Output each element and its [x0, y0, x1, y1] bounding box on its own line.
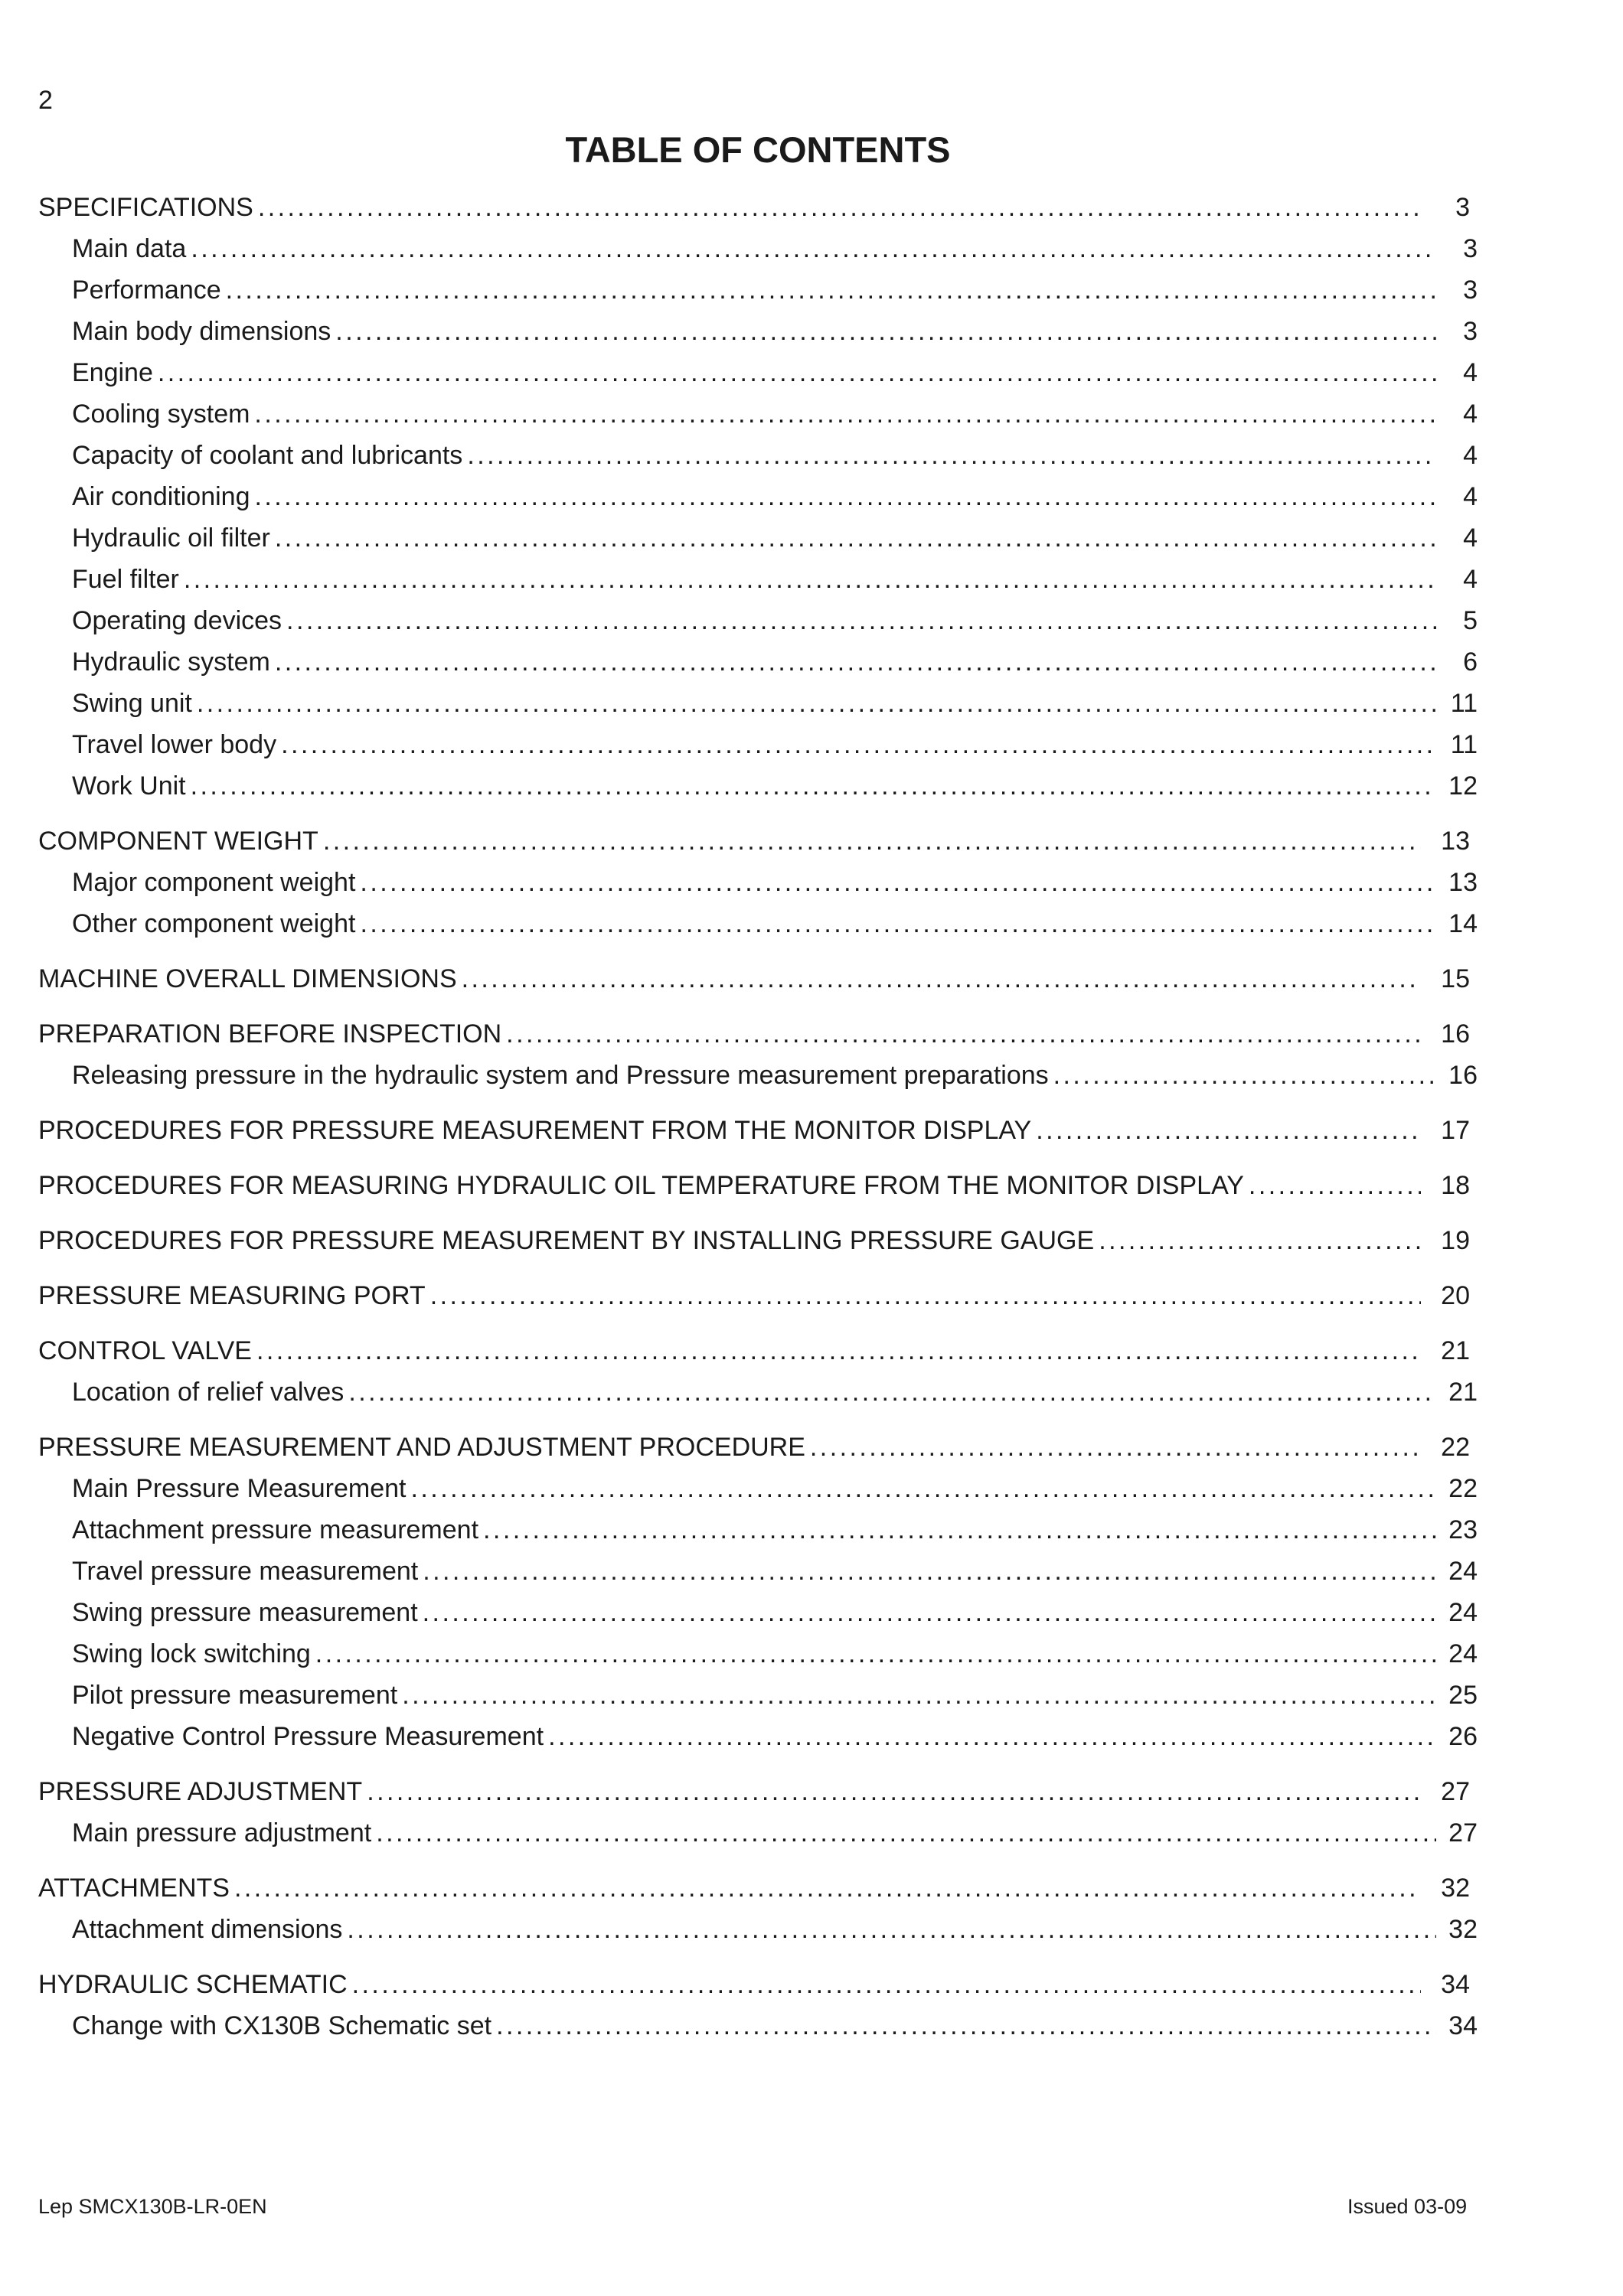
dot-leader	[1099, 1226, 1421, 1256]
toc-entry-label: Pilot pressure measurement	[72, 1681, 398, 1710]
toc-entry-page-number: 22	[1448, 1474, 1478, 1503]
toc-entry-page-number: 26	[1448, 1722, 1478, 1751]
dot-leader	[1036, 1116, 1421, 1146]
dot-leader	[360, 909, 1436, 939]
toc-entry-label: Hydraulic system	[72, 647, 270, 677]
toc-section	[38, 1777, 1478, 1860]
toc-entry-label: Performance	[72, 276, 221, 305]
toc-section	[38, 964, 1478, 1006]
toc-entry-label: Air conditioning	[72, 482, 250, 511]
toc-entry-page-number: 11	[1450, 730, 1478, 759]
toc-entry-page-number: 34	[1441, 1970, 1470, 1999]
dot-leader	[335, 317, 1436, 347]
toc-entry-page-number: 3	[1463, 276, 1478, 305]
toc-section	[38, 1970, 1478, 2053]
toc-entry-label: Hydraulic oil filter	[72, 523, 270, 553]
toc-section	[38, 1336, 1478, 1419]
page-title: TABLE OF CONTENTS	[565, 129, 951, 170]
dot-leader	[275, 523, 1436, 553]
toc-entry-label: PRESSURE MEASUREMENT AND ADJUSTMENT PROCEDURE	[38, 1433, 805, 1462]
toc-entry-label: Main pressure adjustment	[72, 1818, 372, 1848]
toc-entry-page-number: 25	[1448, 1681, 1478, 1710]
toc-entry-label: Cooling system	[72, 400, 250, 429]
dot-leader	[197, 689, 1436, 719]
toc-section-heading[interactable]	[38, 1433, 1478, 1474]
dot-leader	[360, 868, 1436, 898]
dot-leader	[467, 441, 1436, 471]
toc-entry-label: Location of relief valves	[72, 1378, 345, 1407]
toc-entry-page-number: 20	[1441, 1281, 1470, 1310]
toc-entry-label: Major component weight	[72, 868, 356, 897]
dot-leader	[810, 1433, 1421, 1463]
toc-subentry[interactable]	[38, 2011, 1478, 2053]
toc-entry-page-number: 32	[1448, 1915, 1478, 1944]
toc-entry-page-number: 4	[1463, 523, 1478, 553]
dot-leader	[323, 827, 1421, 856]
dot-leader	[226, 276, 1436, 305]
dot-leader	[191, 771, 1436, 801]
toc-section	[38, 1433, 1478, 1763]
toc-section	[38, 193, 1478, 813]
toc-entry-label: Swing lock switching	[72, 1639, 311, 1668]
toc-entry-page-number: 4	[1463, 482, 1478, 511]
toc-section-heading[interactable]	[38, 1874, 1478, 1915]
toc-section	[38, 1226, 1478, 1267]
dot-leader	[256, 1336, 1421, 1366]
toc-entry-label: MACHINE OVERALL DIMENSIONS	[38, 964, 457, 993]
toc-subentry[interactable]	[38, 689, 1478, 730]
page-number: 2	[38, 86, 53, 115]
toc-entry-label: PRESSURE ADJUSTMENT	[38, 1777, 363, 1806]
dot-leader	[275, 647, 1436, 677]
dot-leader	[496, 2011, 1436, 2041]
toc-entry-page-number: 4	[1463, 441, 1478, 470]
dot-leader	[376, 1818, 1436, 1848]
dot-leader	[158, 358, 1436, 388]
toc-subentry[interactable]	[38, 565, 1478, 606]
dot-leader	[423, 1598, 1436, 1628]
toc-entry-label: Work Unit	[72, 771, 186, 801]
toc-entry-page-number: 4	[1463, 565, 1478, 594]
dot-leader	[281, 730, 1436, 760]
toc-section	[38, 1019, 1478, 1102]
toc-entry-page-number: 13	[1441, 827, 1470, 856]
toc-entry-label: Fuel filter	[72, 565, 179, 594]
footer-doc-code: Lep SMCX130B-LR-0EN	[38, 2195, 267, 2218]
toc-section	[38, 827, 1478, 951]
dot-leader	[483, 1515, 1436, 1545]
toc-entry-label: Attachment pressure measurement	[72, 1515, 479, 1544]
toc-entry-label: ATTACHMENTS	[38, 1874, 230, 1903]
toc-entry-label: Travel lower body	[72, 730, 277, 759]
toc-entry-page-number: 27	[1448, 1818, 1478, 1848]
toc-entry-page-number: 13	[1448, 868, 1478, 897]
toc-subentry[interactable]	[38, 1818, 1478, 1860]
toc-entry-page-number: 17	[1441, 1116, 1470, 1145]
toc-entry-label: SPECIFICATIONS	[38, 193, 253, 222]
toc-entry-page-number: 21	[1448, 1378, 1478, 1407]
toc-subentry[interactable]	[38, 730, 1478, 771]
toc-entry-page-number: 23	[1448, 1515, 1478, 1544]
toc-section-heading[interactable]	[38, 1336, 1478, 1378]
toc-entry-page-number: 22	[1441, 1433, 1470, 1462]
toc-entry-page-number: 34	[1448, 2011, 1478, 2040]
toc-entry-label: Travel pressure measurement	[72, 1557, 419, 1586]
toc-entry-page-number: 14	[1448, 909, 1478, 938]
toc-entry-label: PROCEDURES FOR PRESSURE MEASUREMENT BY INSTALLING PRESSURE GAUGE	[38, 1226, 1095, 1255]
dot-leader	[191, 234, 1436, 264]
toc-entry-label: Releasing pressure in the hydraulic system and Pressure measurement preparations	[72, 1061, 1049, 1090]
toc-subentry[interactable]	[38, 1915, 1478, 1956]
toc-entry-page-number: 24	[1448, 1639, 1478, 1668]
toc-section	[38, 1116, 1478, 1157]
toc-section-heading[interactable]	[38, 1171, 1478, 1212]
toc-entry-page-number: 3	[1463, 317, 1478, 346]
toc-section	[38, 1281, 1478, 1322]
toc-subentry[interactable]	[38, 400, 1478, 441]
dot-leader	[430, 1281, 1421, 1311]
dot-leader	[1249, 1171, 1421, 1201]
toc-section-heading[interactable]	[38, 1777, 1478, 1818]
toc-section	[38, 1874, 1478, 1956]
toc-subentry[interactable]	[38, 1681, 1478, 1722]
toc-subentry[interactable]	[38, 358, 1478, 400]
toc-entry-page-number: 18	[1441, 1171, 1470, 1200]
toc-subentry[interactable]	[38, 441, 1478, 482]
toc-entry-page-number: 16	[1441, 1019, 1470, 1049]
toc-section-heading[interactable]	[38, 1970, 1478, 2011]
toc-entry-label: Swing unit	[72, 689, 192, 718]
toc-subentry[interactable]	[38, 1474, 1478, 1515]
toc-subentry[interactable]	[38, 606, 1478, 647]
dot-leader	[1053, 1061, 1436, 1091]
toc-subentry[interactable]	[38, 1557, 1478, 1598]
dot-leader	[254, 400, 1436, 429]
toc-entry-label: HYDRAULIC SCHEMATIC	[38, 1970, 348, 1999]
dot-leader	[286, 606, 1436, 636]
dot-leader	[348, 1378, 1436, 1407]
toc-entry-page-number: 19	[1441, 1226, 1470, 1255]
toc-entry-page-number: 6	[1463, 647, 1478, 677]
toc-subentry[interactable]	[38, 276, 1478, 317]
toc-section-heading[interactable]	[38, 1019, 1478, 1061]
toc-subentry[interactable]	[38, 482, 1478, 523]
toc-entry-page-number: 5	[1463, 606, 1478, 635]
toc-entry-label: Main data	[72, 234, 187, 263]
toc-section-heading[interactable]	[38, 193, 1478, 234]
toc-section-heading[interactable]	[38, 1116, 1478, 1157]
toc-subentry[interactable]	[38, 1598, 1478, 1639]
toc-entry-label: Change with CX130B Schematic set	[72, 2011, 492, 2040]
toc-section-heading[interactable]	[38, 1226, 1478, 1267]
toc-section-heading[interactable]	[38, 1281, 1478, 1322]
toc-entry-page-number: 32	[1441, 1874, 1470, 1903]
toc-entry-label: Engine	[72, 358, 153, 387]
toc-entry-label: Other component weight	[72, 909, 356, 938]
toc-entry-label: Swing pressure measurement	[72, 1598, 418, 1627]
toc-subentry[interactable]	[38, 868, 1478, 909]
dot-leader	[462, 964, 1421, 994]
toc-subentry[interactable]	[38, 1722, 1478, 1763]
toc-entry-page-number: 27	[1441, 1777, 1470, 1806]
toc-entry-page-number: 11	[1450, 689, 1478, 718]
toc-subentry[interactable]	[38, 1639, 1478, 1681]
dot-leader	[352, 1970, 1421, 2000]
dot-leader	[548, 1722, 1436, 1752]
dot-leader	[258, 193, 1421, 223]
toc-entry-label: Main Pressure Measurement	[72, 1474, 407, 1503]
toc-subentry[interactable]	[38, 647, 1478, 689]
toc-subentry[interactable]	[38, 1061, 1478, 1102]
toc-entry-label: Negative Control Pressure Measurement	[72, 1722, 544, 1751]
toc-subentry[interactable]	[38, 234, 1478, 276]
dot-leader	[367, 1777, 1421, 1807]
footer-issued-date: Issued 03-09	[1347, 2195, 1468, 2218]
toc-section-heading[interactable]	[38, 827, 1478, 868]
toc-entry-page-number: 3	[1455, 193, 1470, 222]
toc-entry-page-number: 16	[1448, 1061, 1478, 1090]
dot-leader	[234, 1874, 1421, 1903]
toc-entry-label: Operating devices	[72, 606, 282, 635]
toc-subentry[interactable]	[38, 771, 1478, 813]
toc-entry-label: Main body dimensions	[72, 317, 331, 346]
toc-entry-page-number: 12	[1448, 771, 1478, 801]
toc-entry-label: PRESSURE MEASURING PORT	[38, 1281, 426, 1310]
toc-subentry[interactable]	[38, 317, 1478, 358]
toc-entry-page-number: 3	[1463, 234, 1478, 263]
toc-entry-label: PREPARATION BEFORE INSPECTION	[38, 1019, 502, 1049]
dot-leader	[411, 1474, 1436, 1504]
dot-leader	[347, 1915, 1436, 1945]
toc-subentry[interactable]	[38, 1378, 1478, 1419]
dot-leader	[423, 1557, 1436, 1587]
toc-entry-label: Capacity of coolant and lubricants	[72, 441, 463, 470]
toc-entry-page-number: 24	[1448, 1598, 1478, 1627]
dot-leader	[254, 482, 1436, 512]
dot-leader	[184, 565, 1436, 595]
toc-subentry[interactable]	[38, 1515, 1478, 1557]
toc-subentry[interactable]	[38, 523, 1478, 565]
dot-leader	[506, 1019, 1421, 1049]
toc-entry-page-number: 24	[1448, 1557, 1478, 1586]
toc-entry-label: COMPONENT WEIGHT	[38, 827, 318, 856]
toc-entry-page-number: 21	[1441, 1336, 1470, 1365]
toc-entry-label: CONTROL VALVE	[38, 1336, 252, 1365]
toc-entry-label: PROCEDURES FOR MEASURING HYDRAULIC OIL TEMPERATURE FROM THE MONITOR DISPLAY	[38, 1171, 1244, 1200]
toc-section	[38, 1171, 1478, 1212]
toc-entry-label: PROCEDURES FOR PRESSURE MEASUREMENT FROM THE MONITOR DISPLAY	[38, 1116, 1032, 1145]
toc-entry-label: Attachment dimensions	[72, 1915, 343, 1944]
dot-leader	[315, 1639, 1436, 1669]
toc-entry-page-number: 4	[1463, 400, 1478, 429]
table-of-contents	[38, 193, 1478, 2066]
toc-section-heading[interactable]	[38, 964, 1478, 1006]
toc-entry-page-number: 15	[1441, 964, 1470, 993]
toc-subentry[interactable]	[38, 909, 1478, 951]
dot-leader	[402, 1681, 1436, 1711]
toc-entry-page-number: 4	[1463, 358, 1478, 387]
